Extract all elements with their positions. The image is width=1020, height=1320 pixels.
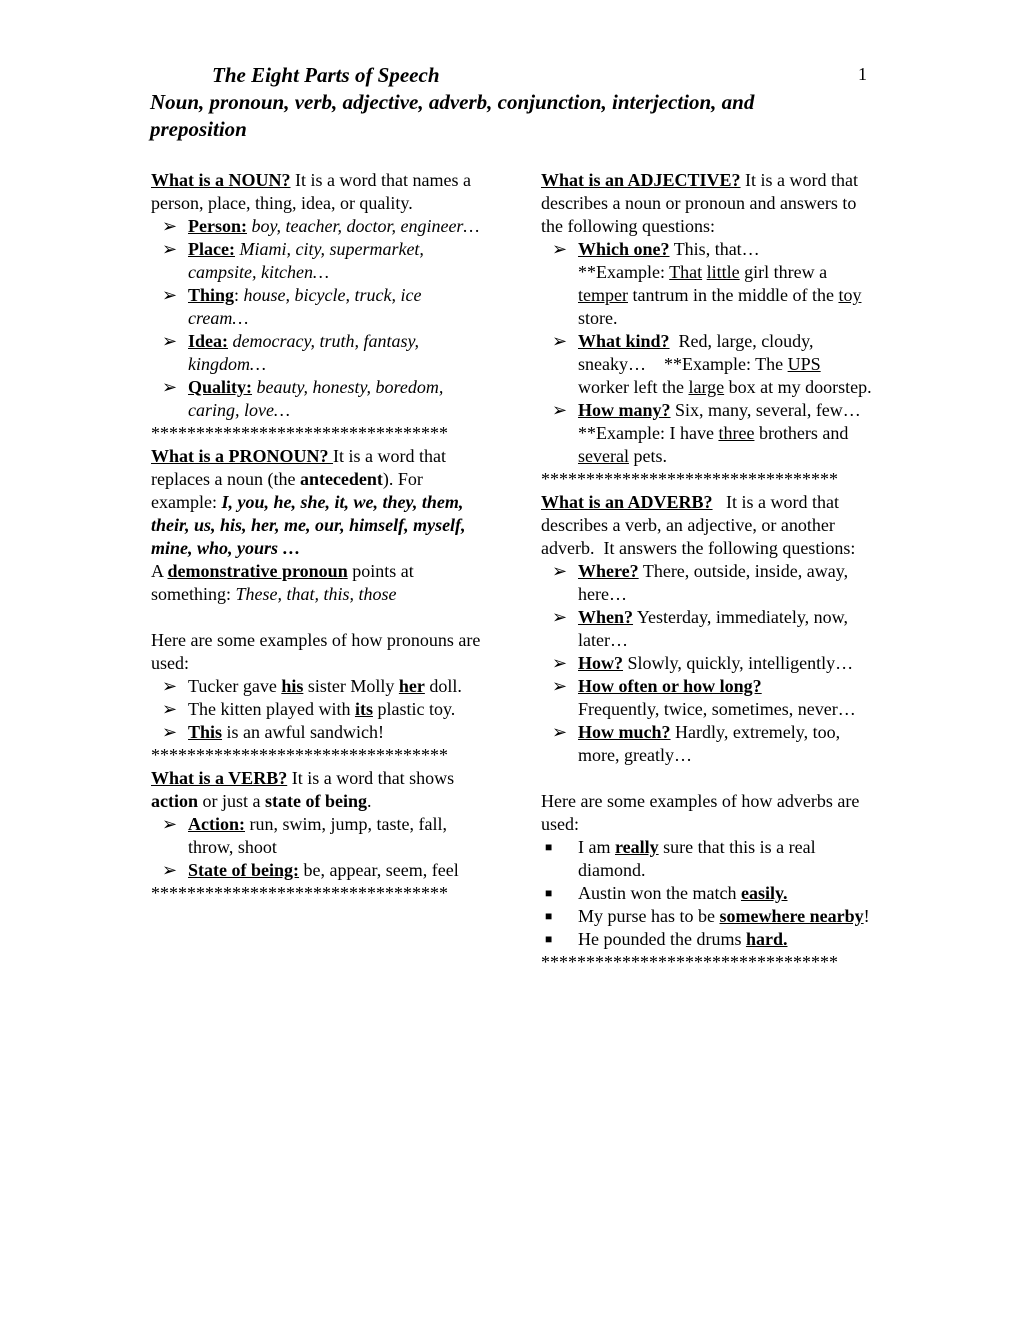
left-column (151, 169, 486, 905)
list-item (541, 836, 876, 882)
square-bullet-icon: ■ (545, 840, 553, 854)
action-term: action (151, 791, 198, 811)
list-item (151, 698, 486, 721)
arrow-bullet-icon: ➢ (552, 331, 568, 351)
adverb-intro (541, 491, 876, 560)
item-label: Which one? (578, 239, 670, 259)
star-divider: ********************************* (151, 423, 448, 443)
list-item (151, 675, 486, 698)
item-text: democracy, truth, fantasy, kingdom… (188, 331, 419, 374)
list-item (151, 813, 486, 859)
arrow-bullet-icon: ➢ (162, 239, 178, 259)
ex-emphasis: her (398, 676, 425, 696)
demonstrative-term: demonstrative pronoun (167, 561, 348, 581)
ex-text: plastic toy. (372, 699, 456, 719)
list-item (541, 330, 876, 399)
list-item (541, 675, 876, 721)
arrow-bullet-icon: ➢ (552, 676, 568, 696)
item-label: State of being: (188, 860, 299, 880)
star-divider: ********************************* (541, 952, 838, 972)
list-item (541, 721, 876, 767)
ex-underline: little (706, 262, 740, 282)
item-label: Person: (188, 216, 247, 236)
ex-underline: three (718, 423, 755, 443)
ex-underline: several (578, 446, 629, 466)
list-item (151, 376, 486, 422)
noun-intro (151, 169, 486, 215)
pronoun-examples-intro: Here are some examples of how pronouns are used: (151, 630, 481, 673)
arrow-bullet-icon: ➢ (162, 814, 178, 834)
noun-section (151, 169, 486, 445)
item-text: There, outside, inside, away, here… (578, 561, 849, 604)
noun-intro-text: It is a word that names a person, place, thing, idea, or quality. (151, 170, 471, 213)
item-text: Six, many, several, few… **Example: I have (578, 400, 861, 443)
square-bullet-icon: ■ (545, 886, 553, 900)
ex-text: The kitten played with (188, 699, 355, 719)
list-item (541, 606, 876, 652)
ex-emphasis: easily. (740, 883, 788, 903)
adjective-intro-text: It is a word that describes a noun or pronoun and answers to the following questions: (541, 170, 859, 236)
star-divider: ********************************* (541, 469, 838, 489)
list-item (151, 721, 486, 744)
list-item (541, 238, 876, 330)
page-subtitle: Noun, pronoun, verb, adjective, adverb, conjunction, interjection, and preposition (150, 90, 755, 141)
item-label: Idea: (188, 331, 228, 351)
verb-section (151, 767, 486, 905)
ex-text: ! (863, 906, 870, 926)
star-divider: ********************************* (151, 883, 448, 903)
ex-underline: toy (838, 285, 862, 305)
item-label: Quality: (188, 377, 253, 397)
pronoun-section (151, 445, 486, 767)
ex-emphasis: really (614, 837, 659, 857)
ex-text: girl threw a (739, 262, 828, 282)
page-number: 1 (858, 64, 867, 84)
ex-text: sure that this is a real diamond. (578, 837, 816, 880)
item-text: house, bicycle, truck, ice cream… (188, 285, 422, 328)
pronoun-intro-text-2: ). For example: (151, 469, 423, 512)
ex-underline: That (669, 262, 703, 282)
adverb-intro-text: It is a word that describes a verb, an adjective, or another adverb. It answers the following questions: (541, 492, 856, 558)
pronoun-intro (151, 445, 486, 560)
list-item (151, 215, 486, 238)
verb-heading: What is a VERB? (151, 768, 288, 788)
square-bullet-icon: ■ (545, 909, 553, 923)
item-label: How many? (578, 400, 671, 420)
adverb-heading: What is an ADVERB? (541, 492, 713, 512)
pronoun-examples: I, you, he, she, it, we, they, them, their, us, his, her, me, our, himself, myself, mine, who, yours … (151, 492, 466, 558)
adverb-examples-intro: Here are some examples of how adverbs are used: (541, 791, 860, 834)
arrow-bullet-icon: ➢ (552, 239, 568, 259)
star-divider: ********************************* (151, 745, 448, 765)
spacer (151, 606, 486, 629)
list-item (541, 905, 876, 928)
demonstrative-pronoun-text (151, 560, 486, 606)
ex-text: Tucker gave (188, 676, 282, 696)
arrow-bullet-icon: ➢ (162, 331, 178, 351)
list-item (151, 238, 486, 284)
arrow-bullet-icon: ➢ (162, 216, 178, 236)
list-item (151, 284, 486, 330)
arrow-bullet-icon: ➢ (162, 285, 178, 305)
list-item (541, 652, 876, 675)
ex-text: is an awful sandwich! (222, 722, 384, 742)
item-text: run, swim, jump, taste, fall, throw, shoot (188, 814, 447, 857)
ex-emphasis: This (188, 722, 223, 742)
ex-emphasis: its (354, 699, 373, 719)
pronoun-intro-text: It is a word that replaces a noun (the (151, 446, 446, 489)
item-label: What kind? (578, 331, 670, 351)
adjective-intro (541, 169, 876, 238)
ex-text: store. (578, 308, 618, 328)
verb-intro-text: It is a word that shows (287, 768, 455, 788)
arrow-bullet-icon: ➢ (552, 722, 568, 742)
arrow-bullet-icon: ➢ (162, 722, 178, 742)
adjective-list (541, 238, 876, 468)
ex-text: doll. (424, 676, 462, 696)
adverb-question-list (541, 560, 876, 767)
adjective-section (541, 169, 876, 491)
antecedent-term: antecedent (299, 469, 383, 489)
ex-text: My purse has to be (578, 906, 720, 926)
item-text: beauty, honesty, boredom, caring, love… (188, 377, 444, 420)
pronoun-heading: What is a PRONOUN? (151, 446, 334, 466)
item-text: Yesterday, immediately, now, later… (578, 607, 848, 650)
demo-text-a: A (151, 561, 168, 581)
ex-text: pets. (628, 446, 667, 466)
square-bullet-icon: ■ (545, 932, 553, 946)
ex-underline: large (688, 377, 725, 397)
ex-text: sister Molly (303, 676, 399, 696)
item-text: This, that… (669, 239, 760, 259)
ex-underline: temper (578, 285, 628, 305)
item-label: Place: (188, 239, 235, 259)
demo-text-mid: points at something: (151, 561, 414, 604)
page-title: The Eight Parts of Speech (212, 63, 440, 87)
ex-emphasis: hard. (745, 929, 788, 949)
item-label: When? (578, 607, 634, 627)
ex-text: box at my doorstep. (724, 377, 872, 397)
item-text: Slowly, quickly, intelligently… (623, 653, 854, 673)
ex-text: Austin won the match (578, 883, 741, 903)
item-text: be, appear, seem, feel (299, 860, 459, 880)
item-text: Hardly, extremely, too, more, greatly… (578, 722, 841, 765)
list-item (541, 882, 876, 905)
adjective-heading: What is an ADJECTIVE? (541, 170, 741, 190)
ex-underline: UPS (787, 354, 821, 374)
adverb-example-list (541, 836, 876, 951)
item-label: Action: (188, 814, 245, 834)
ex-text: tantrum in the middle of the (627, 285, 839, 305)
item-label: Where? (578, 561, 639, 581)
arrow-bullet-icon: ➢ (552, 653, 568, 673)
item-text: boy, teacher, doctor, engineer… (246, 216, 480, 236)
ex-text: He pounded the drums (578, 929, 746, 949)
item-label: How often or how long? (578, 676, 762, 696)
ex-text: worker left the (578, 377, 689, 397)
arrow-bullet-icon: ➢ (552, 607, 568, 627)
item-text: Miami, city, supermarket, campsite, kitchen… (188, 239, 424, 282)
item-label: Thing (188, 285, 235, 305)
item-text: Red, large, cloudy, sneaky… **Example: The (578, 331, 819, 374)
demo-list: These, that, this, those (235, 584, 397, 604)
pronoun-example-list (151, 675, 486, 744)
ex-text: brothers and (754, 423, 849, 443)
ex-emphasis: his (281, 676, 304, 696)
list-item (541, 928, 876, 951)
item-label: How much? (578, 722, 671, 742)
ex-text: **Example: (578, 262, 670, 282)
verb-intro-text-3: . (367, 791, 372, 811)
verb-intro (151, 767, 486, 813)
item-label: How? (578, 653, 623, 673)
arrow-bullet-icon: ➢ (162, 377, 178, 397)
list-item (151, 859, 486, 882)
verb-intro-text-2: or just a (198, 791, 265, 811)
noun-heading: What is a NOUN? (151, 170, 291, 190)
item-text: Frequently, twice, sometimes, never… (578, 699, 856, 719)
list-item (151, 330, 486, 376)
arrow-bullet-icon: ➢ (162, 676, 178, 696)
arrow-bullet-icon: ➢ (552, 561, 568, 581)
ex-text: I am (578, 837, 615, 857)
list-item (541, 560, 876, 606)
adverb-section (541, 491, 876, 974)
noun-list (151, 215, 486, 422)
list-item (541, 399, 876, 468)
item-separator: : (234, 285, 240, 305)
verb-list (151, 813, 486, 882)
arrow-bullet-icon: ➢ (162, 699, 178, 719)
arrow-bullet-icon: ➢ (552, 400, 568, 420)
right-column (541, 169, 876, 974)
arrow-bullet-icon: ➢ (162, 860, 178, 880)
ex-emphasis: somewhere nearby (719, 906, 864, 926)
spacer (541, 767, 876, 790)
state-term: state of being (265, 791, 367, 811)
